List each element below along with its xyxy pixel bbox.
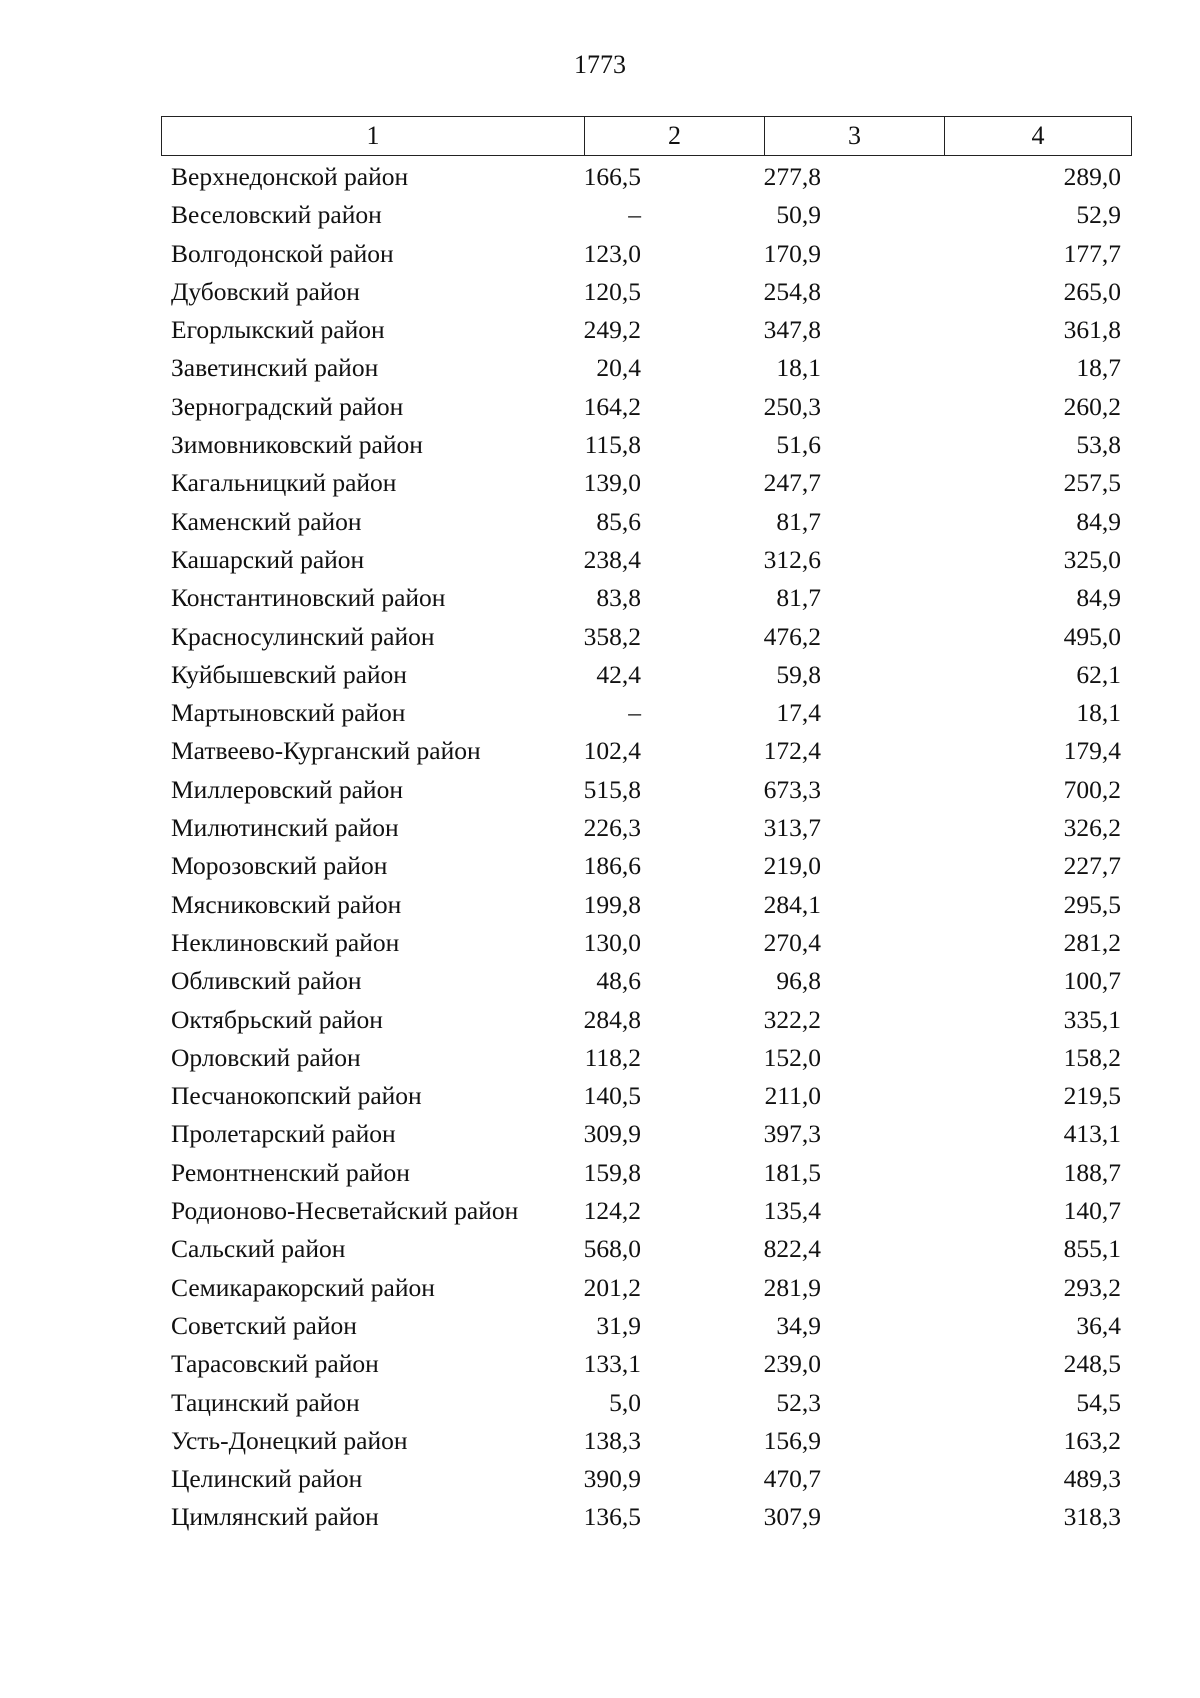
- value-cell-column-4: 413,1: [1063, 1119, 1121, 1149]
- district-name-cell: Цимлянский район: [171, 1502, 379, 1532]
- value-cell-column-4: 227,7: [1063, 851, 1121, 881]
- value-cell-column-2: 186,6: [583, 851, 641, 881]
- table-row: [161, 349, 1131, 387]
- value-cell-column-2: 249,2: [583, 315, 641, 345]
- table-row: [161, 464, 1131, 502]
- value-cell-column-2: 284,8: [583, 1004, 641, 1034]
- district-name-cell: Родионово-Несветайский район: [171, 1196, 519, 1226]
- table-row: [161, 656, 1131, 694]
- value-cell-column-3: 135,4: [763, 1196, 821, 1226]
- value-cell-column-2: 309,9: [583, 1119, 641, 1149]
- value-cell-column-3: 34,9: [776, 1310, 821, 1340]
- value-cell-column-4: 361,8: [1063, 315, 1121, 345]
- value-cell-column-4: 100,7: [1063, 966, 1121, 996]
- district-name-cell: Красносулинский район: [171, 621, 435, 651]
- table-body: [161, 158, 1131, 1537]
- district-name-cell: Кагальницкий район: [171, 468, 397, 498]
- value-cell-column-2: 159,8: [583, 1157, 641, 1187]
- value-cell-column-3: 673,3: [763, 774, 821, 804]
- table-row: [161, 924, 1131, 962]
- value-cell-column-2: 115,8: [584, 430, 641, 460]
- district-name-cell: Орловский район: [171, 1042, 361, 1072]
- value-cell-column-4: 18,7: [1076, 353, 1121, 383]
- table-row: [161, 1115, 1131, 1153]
- value-cell-column-4: 53,8: [1076, 430, 1121, 460]
- table-row: [161, 1384, 1131, 1422]
- value-cell-column-4: 179,4: [1063, 736, 1121, 766]
- value-cell-column-4: 489,3: [1063, 1464, 1121, 1494]
- value-cell-column-4: 295,5: [1063, 889, 1121, 919]
- value-cell-column-4: 855,1: [1063, 1234, 1121, 1264]
- value-cell-column-4: 293,2: [1063, 1272, 1121, 1302]
- district-name-cell: Тарасовский район: [171, 1349, 379, 1379]
- table-row: [161, 311, 1131, 349]
- value-cell-column-3: 270,4: [763, 927, 821, 957]
- table-row: [161, 1077, 1131, 1115]
- table-row: [161, 618, 1131, 656]
- page-number: 1773: [574, 50, 626, 79]
- value-cell-column-2: 20,4: [596, 353, 641, 383]
- table-row: [161, 235, 1131, 273]
- table-row: [161, 1230, 1131, 1268]
- table-row: [161, 732, 1131, 770]
- value-cell-column-2: 85,6: [596, 506, 641, 536]
- table-row: [161, 1345, 1131, 1383]
- value-cell-column-3: 52,3: [776, 1387, 821, 1417]
- district-name-cell: Целинский район: [171, 1464, 363, 1494]
- table-row: [161, 962, 1131, 1000]
- value-cell-column-2: 123,0: [583, 238, 641, 268]
- district-name-cell: Мясниковский район: [171, 889, 402, 919]
- table-row: [161, 1307, 1131, 1345]
- value-cell-column-3: 822,4: [763, 1234, 821, 1264]
- value-cell-column-2: 515,8: [583, 774, 641, 804]
- district-name-cell: Волгодонской район: [171, 238, 394, 268]
- value-cell-column-2: 199,8: [583, 889, 641, 919]
- district-name-cell: Дубовский район: [171, 276, 360, 306]
- value-cell-column-4: 84,9: [1076, 583, 1121, 613]
- value-cell-column-2: 568,0: [583, 1234, 641, 1264]
- value-cell-column-3: 397,3: [763, 1119, 821, 1149]
- value-cell-column-3: 239,0: [763, 1349, 821, 1379]
- value-cell-column-4: 52,9: [1076, 200, 1121, 230]
- value-cell-column-4: 325,0: [1063, 544, 1121, 574]
- value-cell-column-3: 219,0: [763, 851, 821, 881]
- table-row: [161, 1039, 1131, 1077]
- table-row: [161, 694, 1131, 732]
- table-row: [161, 273, 1131, 311]
- value-cell-column-3: 307,9: [763, 1502, 821, 1532]
- value-cell-column-2: 226,3: [583, 813, 641, 843]
- table-row: [161, 1498, 1131, 1536]
- value-cell-column-3: 211,0: [764, 1081, 821, 1111]
- header-row: [162, 117, 1132, 156]
- value-cell-column-4: 54,5: [1076, 1387, 1121, 1417]
- district-name-cell: Октябрьский район: [171, 1004, 383, 1034]
- district-name-cell: Морозовский район: [171, 851, 388, 881]
- value-cell-column-2: 390,9: [583, 1464, 641, 1494]
- value-cell-column-4: 260,2: [1063, 391, 1121, 421]
- value-cell-column-2: 238,4: [583, 544, 641, 574]
- column-header-3: 3: [765, 117, 945, 156]
- value-cell-column-3: 181,5: [763, 1157, 821, 1187]
- column-header-1: 1: [162, 117, 585, 156]
- district-name-cell: Егорлыкский район: [171, 315, 385, 345]
- table-row: [161, 196, 1131, 234]
- column-header-2: 2: [585, 117, 765, 156]
- value-cell-column-2: 133,1: [583, 1349, 641, 1379]
- table-row: [161, 158, 1131, 196]
- district-name-cell: Мартыновский район: [171, 698, 406, 728]
- value-cell-column-2: 31,9: [596, 1310, 641, 1340]
- value-cell-column-2: 136,5: [583, 1502, 641, 1532]
- value-cell-column-3: 250,3: [763, 391, 821, 421]
- value-cell-column-2: 201,2: [583, 1272, 641, 1302]
- value-cell-column-2: 164,2: [583, 391, 641, 421]
- district-name-cell: Зерноградский район: [171, 391, 404, 421]
- district-name-cell: Пролетарский район: [171, 1119, 396, 1149]
- value-cell-column-3: 313,7: [763, 813, 821, 843]
- value-cell-column-2: 138,3: [583, 1425, 641, 1455]
- district-name-cell: Семикаракорский район: [171, 1272, 435, 1302]
- district-name-cell: Советский район: [171, 1310, 357, 1340]
- value-cell-column-4: 257,5: [1063, 468, 1121, 498]
- table-row: [161, 503, 1131, 541]
- district-name-cell: Усть-Донецкий район: [171, 1425, 408, 1455]
- value-cell-column-2: –: [628, 698, 641, 728]
- value-cell-column-4: 188,7: [1063, 1157, 1121, 1187]
- table-row: [161, 579, 1131, 617]
- value-cell-column-3: 17,4: [776, 698, 821, 728]
- table-header: [161, 116, 1132, 156]
- value-cell-column-4: 62,1: [1076, 659, 1121, 689]
- value-cell-column-4: 177,7: [1063, 238, 1121, 268]
- district-name-cell: Каменский район: [171, 506, 362, 536]
- table-row: [161, 809, 1131, 847]
- value-cell-column-4: 326,2: [1063, 813, 1121, 843]
- value-cell-column-3: 312,6: [763, 544, 821, 574]
- district-name-cell: Песчанокопский район: [171, 1081, 422, 1111]
- value-cell-column-3: 247,7: [763, 468, 821, 498]
- value-cell-column-3: 50,9: [776, 200, 821, 230]
- value-cell-column-2: 48,6: [596, 966, 641, 996]
- value-cell-column-3: 470,7: [763, 1464, 821, 1494]
- district-name-cell: Сальский район: [171, 1234, 346, 1264]
- value-cell-column-3: 254,8: [763, 276, 821, 306]
- district-name-cell: Зимовниковский район: [171, 430, 423, 460]
- district-name-cell: Обливский район: [171, 966, 362, 996]
- value-cell-column-4: 140,7: [1063, 1196, 1121, 1226]
- value-cell-column-2: –: [628, 200, 641, 230]
- value-cell-column-4: 289,0: [1063, 162, 1121, 191]
- value-cell-column-4: 158,2: [1063, 1042, 1121, 1072]
- value-cell-column-3: 281,9: [763, 1272, 821, 1302]
- value-cell-column-4: 281,2: [1063, 927, 1121, 957]
- table-row: [161, 1154, 1131, 1192]
- value-cell-column-4: 700,2: [1063, 774, 1121, 804]
- value-cell-column-4: 248,5: [1063, 1349, 1121, 1379]
- table-row: [161, 388, 1131, 426]
- district-name-cell: Заветинский район: [171, 353, 379, 383]
- table-row: [161, 847, 1131, 885]
- value-cell-column-2: 166,5: [583, 162, 641, 191]
- value-cell-column-4: 163,2: [1063, 1425, 1121, 1455]
- district-name-cell: Кашарский район: [171, 544, 365, 574]
- value-cell-column-4: 495,0: [1063, 621, 1121, 651]
- value-cell-column-2: 358,2: [583, 621, 641, 651]
- value-cell-column-2: 120,5: [583, 276, 641, 306]
- value-cell-column-2: 42,4: [596, 659, 641, 689]
- district-name-cell: Куйбышевский район: [171, 659, 407, 689]
- table-row: [161, 1269, 1131, 1307]
- district-name-cell: Милютинский район: [171, 813, 399, 843]
- district-name-cell: Веселовский район: [171, 200, 382, 230]
- value-cell-column-4: 84,9: [1076, 506, 1121, 536]
- value-cell-column-4: 335,1: [1063, 1004, 1121, 1034]
- value-cell-column-3: 476,2: [763, 621, 821, 651]
- value-cell-column-2: 124,2: [583, 1196, 641, 1226]
- value-cell-column-3: 96,8: [776, 966, 821, 996]
- district-name-cell: Ремонтненский район: [171, 1157, 410, 1187]
- value-cell-column-3: 322,2: [763, 1004, 821, 1034]
- value-cell-column-4: 265,0: [1063, 276, 1121, 306]
- table-row: [161, 1422, 1131, 1460]
- value-cell-column-4: 219,5: [1063, 1081, 1121, 1111]
- district-name-cell: Миллеровский район: [171, 774, 403, 804]
- table-row: [161, 1460, 1131, 1498]
- value-cell-column-3: 284,1: [763, 889, 821, 919]
- table-row: [161, 541, 1131, 579]
- value-cell-column-3: 172,4: [763, 736, 821, 766]
- table-row: [161, 1192, 1131, 1230]
- value-cell-column-3: 156,9: [763, 1425, 821, 1455]
- value-cell-column-2: 83,8: [596, 583, 641, 613]
- value-cell-column-3: 170,9: [763, 238, 821, 268]
- column-header-4: 4: [945, 117, 1132, 156]
- value-cell-column-2: 102,4: [583, 736, 641, 766]
- value-cell-column-2: 5,0: [609, 1387, 641, 1417]
- value-cell-column-3: 277,8: [763, 162, 821, 191]
- value-cell-column-4: 36,4: [1076, 1310, 1121, 1340]
- district-name-cell: Константиновский район: [171, 583, 446, 613]
- value-cell-column-3: 81,7: [776, 583, 821, 613]
- table-row: [161, 1001, 1131, 1039]
- value-cell-column-4: 318,3: [1063, 1502, 1121, 1532]
- value-cell-column-3: 18,1: [776, 353, 821, 383]
- value-cell-column-3: 81,7: [776, 506, 821, 536]
- value-cell-column-3: 152,0: [763, 1042, 821, 1072]
- value-cell-column-4: 18,1: [1076, 698, 1121, 728]
- table-row: [161, 426, 1131, 464]
- value-cell-column-2: 139,0: [583, 468, 641, 498]
- table-row: [161, 886, 1131, 924]
- district-name-cell: Неклиновский район: [171, 927, 400, 957]
- value-cell-column-3: 51,6: [776, 430, 821, 460]
- district-name-cell: Верхнедонской район: [171, 162, 409, 191]
- value-cell-column-2: 118,2: [584, 1042, 641, 1072]
- district-name-cell: Тацинский район: [171, 1387, 360, 1417]
- value-cell-column-3: 347,8: [763, 315, 821, 345]
- table-row: [161, 771, 1131, 809]
- value-cell-column-2: 140,5: [583, 1081, 641, 1111]
- value-cell-column-3: 59,8: [776, 659, 821, 689]
- value-cell-column-2: 130,0: [583, 927, 641, 957]
- district-name-cell: Матвеево-Курганский район: [171, 736, 481, 766]
